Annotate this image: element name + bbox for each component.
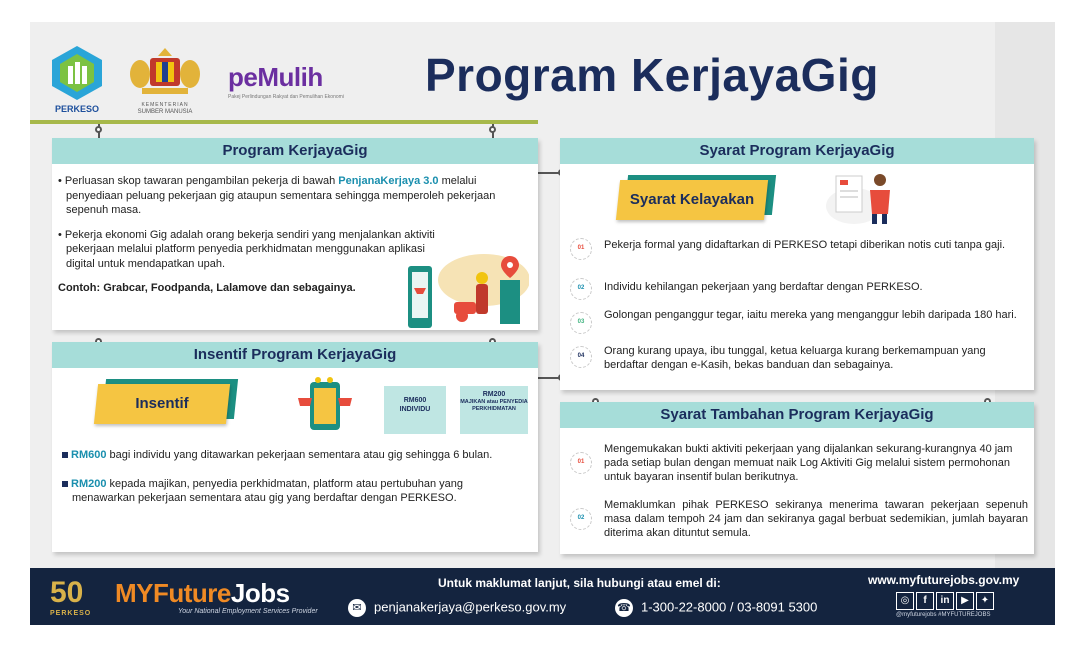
kementerian-logo bbox=[120, 44, 210, 122]
program-example: Contoh: Grabcar, Foodpanda, Lalamove dan sebagainya. bbox=[58, 282, 356, 294]
youtube-icon[interactable]: ▶ bbox=[956, 592, 974, 610]
tambahan-item-text: Memaklumkan pihak PERKESO sekiranya menerima tawaran pekerjaan sepenuh masa dalam tempoh 24 jam dan sekiranya gagal berbuat sedemikian, jumlah bayaran diterima akan dituntut semula. bbox=[604, 499, 1028, 539]
card-program-title: Program KerjayaGig bbox=[52, 138, 538, 164]
program-bullet-1: • Perluasan skop tawaran pengambilan pekerja di bawah PenjanaKerjaya 3.0 melalui penyediaan peluang pekerjaan gig ataupun sementara sehingga memperoleh pekerjaan sepenuh masa. bbox=[58, 175, 496, 216]
insentif-ribbon-label: Insentif bbox=[135, 395, 189, 412]
phone-shop-icon bbox=[296, 376, 354, 432]
rm200-box-amount: RM200 bbox=[482, 391, 506, 398]
syarat-item-text: Individu kehilangan pekerjaan yang berdaftar dengan PERKESO. bbox=[604, 281, 923, 293]
website-link[interactable]: www.myfuturejobs.gov.my bbox=[868, 573, 1020, 587]
perkeso-50-label: PERKESO bbox=[50, 610, 92, 617]
card-tambahan bbox=[560, 402, 1034, 554]
perkeso-label: PERKESO bbox=[54, 104, 99, 114]
contact-phone[interactable]: ☎ 1-300-22-8000 / 03-8091 5300 bbox=[615, 599, 817, 617]
delivery-illustration-icon bbox=[404, 250, 529, 330]
syarat-ribbon bbox=[618, 180, 766, 220]
rm600-box-amount: RM600 bbox=[403, 397, 427, 404]
rm200-box-label: MAJIKAN atau PENYEDIA PERKHIDMATAN bbox=[460, 399, 528, 412]
insentif-lines bbox=[62, 448, 524, 516]
connector-line bbox=[538, 172, 560, 174]
card-syarat-title: Syarat Program KerjayaGig bbox=[560, 138, 1034, 164]
footer bbox=[30, 568, 1055, 625]
perkeso-50-logo: 50 PERKESO bbox=[50, 576, 92, 617]
connector-dot bbox=[95, 126, 102, 133]
facebook-icon[interactable]: f bbox=[916, 592, 934, 610]
tambahan-item-number: 01 bbox=[570, 452, 592, 474]
card-syarat bbox=[560, 138, 1034, 390]
brand-tagline: Your National Employment Services Provider bbox=[178, 608, 318, 615]
myfuturejobs-logo: MYFutureJobs bbox=[115, 578, 290, 608]
linkedin-icon[interactable]: in bbox=[936, 592, 954, 610]
syarat-ribbon-label: Syarat Kelayakan bbox=[629, 191, 755, 208]
page-title: Program KerjayaGig bbox=[425, 49, 879, 101]
instagram-icon[interactable]: ◎ bbox=[896, 592, 914, 610]
connector-dot bbox=[489, 126, 496, 133]
contact-email[interactable]: ✉ penjanakerjaya@perkeso.gov.my bbox=[348, 599, 566, 617]
tambahan-item-text: Mengemukakan bukti aktiviti pekerjaan yang dijalankan sekurang-kurangnya 40 jam pada setiap bulan dengan memuat naik Log Aktiviti Gig melalui sistem permohonan untuk bayaran insentif bulan berikutnya. bbox=[604, 443, 1013, 483]
divider-line bbox=[30, 120, 538, 124]
social-icons bbox=[896, 590, 996, 610]
pemulih-subtitle: Pakej Perlindungan Rakyat dan Pemulihan Ekonomi bbox=[228, 94, 344, 100]
perkeso-logo bbox=[48, 44, 106, 122]
kementerian-label: KEMENTERIAN bbox=[141, 102, 189, 108]
coat-of-arms-icon bbox=[120, 44, 210, 102]
rm600-box bbox=[384, 386, 446, 434]
poster bbox=[30, 22, 1055, 625]
card-insentif-title: Insentif Program KerjayaGig bbox=[52, 342, 538, 368]
syarat-item-number: 02 bbox=[570, 278, 592, 300]
social-hashtag: @myfuturejobs #MYFUTUREJOBS bbox=[896, 612, 991, 618]
syarat-item-number: 03 bbox=[570, 312, 592, 334]
email-icon: ✉ bbox=[348, 599, 366, 617]
document-person-icon bbox=[824, 170, 904, 226]
perkeso-emblem-icon bbox=[48, 44, 106, 102]
syarat-item-text: Golongan penganggur tegar, iaitu mereka yang menganggur lebih daripada 180 hari. bbox=[604, 309, 1017, 321]
syarat-item-text: Orang kurang upaya, ibu tunggal, ketua keluarga kurang berkemampuan yang berdaftar dengan e-Kasih, bekas banduan dan sebagainya. bbox=[604, 345, 986, 371]
program-bullet-2: • Pekerja ekonomi Gig adalah orang bekerja sendiri yang menjalankan aktiviti pekerjaan melalui platform penyedia perkhidmatan menggunakan aplikasi digital untuk mendapatkan upah. bbox=[58, 228, 435, 270]
connector-line bbox=[538, 377, 560, 379]
rm200-box bbox=[460, 386, 528, 434]
phone-icon: ☎ bbox=[615, 599, 633, 617]
syarat-item-number: 01 bbox=[570, 238, 592, 260]
rm600-box-label: INDIVIDU bbox=[399, 406, 431, 413]
insentif-line-2: RM200 kepada majikan, penyedia perkhidmatan, platform atau pertubuhan yang menawarkan pekerjaan sementara atau gig yang berdaftar dengan PERKESO. bbox=[62, 477, 524, 506]
insentif-line-1: RM600 bagi individu yang ditawarkan pekerjaan sementara atau gig sehingga 6 bulan. bbox=[62, 448, 524, 463]
sumber-manusia-label: SUMBER MANUSIA bbox=[137, 109, 193, 115]
syarat-item-number: 04 bbox=[570, 346, 592, 368]
card-program bbox=[52, 138, 538, 330]
card-tambahan-title: Syarat Tambahan Program KerjayaGig bbox=[560, 402, 1034, 428]
pemulih-logo bbox=[228, 62, 358, 112]
twitter-icon[interactable]: ✦ bbox=[976, 592, 994, 610]
tambahan-item-number: 02 bbox=[570, 508, 592, 530]
insentif-ribbon bbox=[96, 384, 228, 424]
contact-heading: Untuk maklumat lanjut, sila hubungi atau emel di: bbox=[438, 576, 721, 590]
syarat-item-text: Pekerja formal yang didaftarkan di PERKESO tetapi diberikan notis cuti tanpa gaji. bbox=[604, 239, 1006, 251]
pemulih-wordmark: peMulih bbox=[228, 62, 323, 92]
card-insentif bbox=[52, 342, 538, 552]
